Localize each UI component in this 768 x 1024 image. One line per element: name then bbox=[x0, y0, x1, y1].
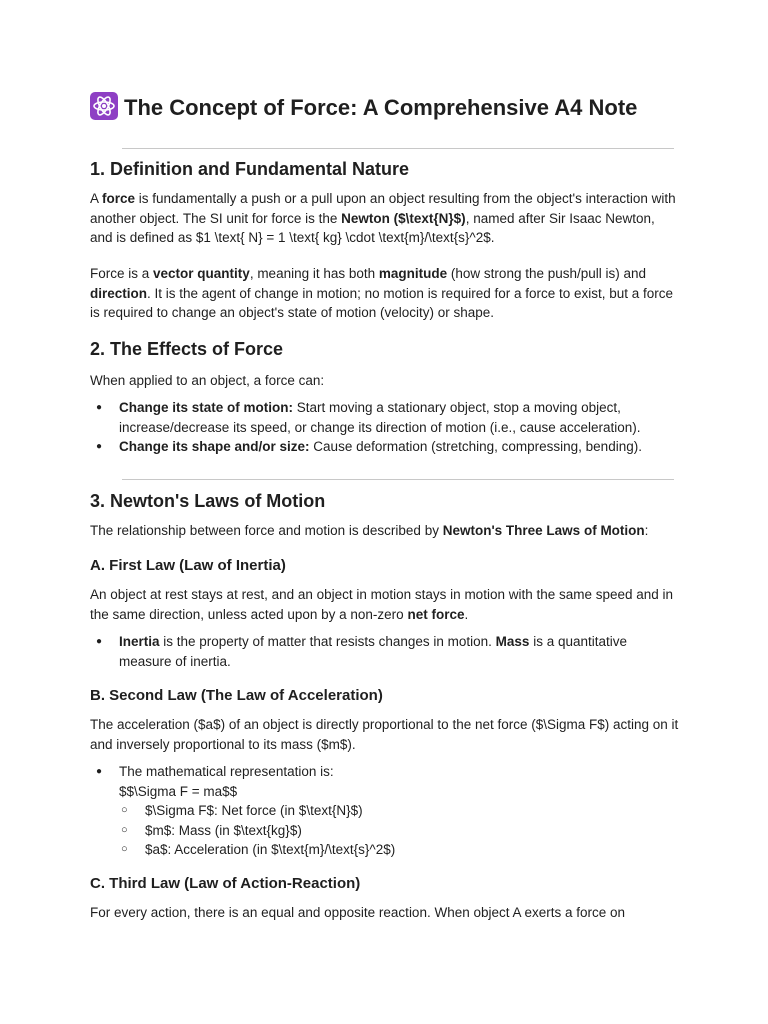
paragraph: Force is a vector quantity, meaning it has both magnitude (how strong the push/pull is) and direction. It is the agent of change in motion; no motion is required for a force to exist, but a force is required to change an object's state of motion (velocity) or shape. bbox=[90, 266, 674, 320]
list-item: ● Inertia is the property of matter that resists changes in motion. Mass is a quantitative measure of inertia. bbox=[90, 632, 680, 671]
divider bbox=[122, 479, 674, 480]
section-heading: 1. Definition and Fundamental Nature bbox=[90, 159, 410, 179]
divider bbox=[122, 148, 674, 149]
section-heading: 3. Newton's Laws of Motion bbox=[90, 491, 326, 511]
list-item: ● Change its state of motion: Start moving a stationary object, stop a moving object, increase/decrease its speed, or change its direction of motion (i.e., cause acceleration). bbox=[90, 398, 680, 437]
page-title-text: The Concept of Force: A Comprehensive A4 Note bbox=[124, 95, 638, 120]
list-item: ○ $m$: Mass (in $\text{kg}$) bbox=[119, 821, 680, 841]
formula-intro: ● The mathematical representation is: bbox=[119, 764, 334, 779]
variable-list bbox=[119, 801, 680, 860]
paragraph: For every action, there is an equal and opposite reaction. When object A exerts a force on bbox=[90, 905, 626, 920]
second-law-list bbox=[90, 762, 680, 860]
subsection-heading: C. Third Law (Law of Action-Reaction) bbox=[90, 875, 361, 892]
section-heading: 2. The Effects of Force bbox=[90, 339, 284, 359]
atom-icon bbox=[90, 92, 118, 120]
subsection-heading: A. First Law (Law of Inertia) bbox=[90, 557, 286, 574]
paragraph: The acceleration ($a$) of an object is directly proportional to the net force ($\Sigma F$) acting on it and inversely proportional to its mass ($m$). bbox=[90, 717, 679, 752]
page-title bbox=[90, 92, 690, 123]
list-item bbox=[90, 762, 680, 860]
list-item: ○ $\Sigma F$: Net force (in $\text{N}$) bbox=[119, 801, 680, 821]
list-item: ○ $a$: Acceleration (in $\text{m}/\text{s}^2$) bbox=[119, 840, 680, 860]
list-item: ● Change its shape and/or size: Cause deformation (stretching, compressing, bending). bbox=[90, 437, 680, 457]
inertia-list bbox=[90, 632, 680, 671]
paragraph: The relationship between force and motion is described by Newton's Three Laws of Motion: bbox=[90, 523, 649, 538]
subsection-heading: B. Second Law (The Law of Acceleration) bbox=[90, 687, 383, 704]
paragraph: A force is fundamentally a push or a pull upon an object resulting from the object's interaction with another object. The SI unit for force is the Newton ($\text{N}$), named after Sir Isaac Newton, and is defined as $1 \text{ N} = 1 \text{ kg} \cdot \text{m}/\text{s}^2$. bbox=[90, 191, 676, 245]
paragraph: An object at rest stays at rest, and an object in motion stays in motion with the same speed and in the same direction, unless acted upon by a non-zero net force. bbox=[90, 587, 674, 622]
paragraph: When applied to an object, a force can: bbox=[90, 373, 325, 388]
effects-list bbox=[90, 398, 680, 457]
formula: $$\Sigma F = ma$$ bbox=[119, 783, 238, 799]
